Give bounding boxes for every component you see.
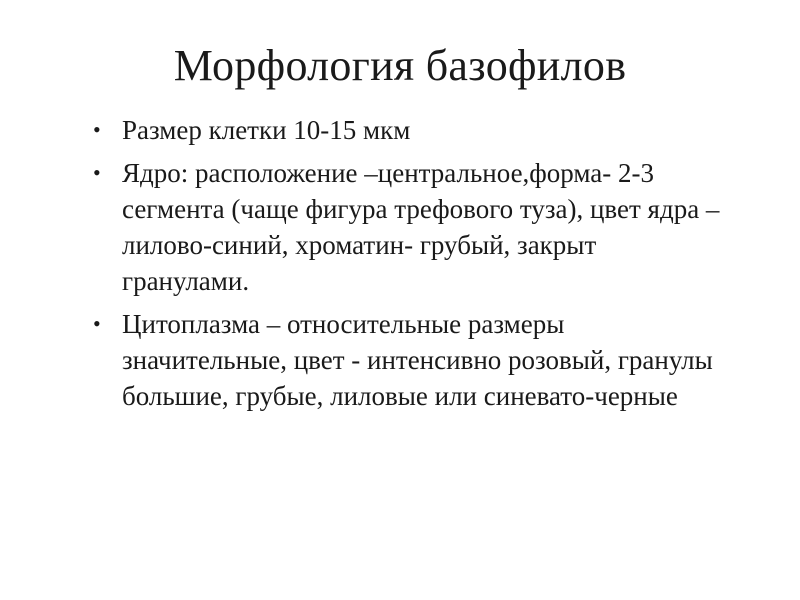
bullet-item-cell-size: [90, 112, 730, 148]
bullet-list: [90, 112, 730, 421]
bullet-text: Ядро: расположение –центральное,форма- 2-3 сегмента (чаще фигура трефового туза), цвет ядра –лилово-синий, хроматин- грубый, закрыт гранулами.: [122, 158, 720, 296]
bullet-dot-icon: •: [93, 311, 101, 336]
bullet-dot-icon: •: [93, 160, 101, 185]
bullet-item-cytoplasm: [90, 306, 730, 414]
bullet-text: Цитоплазма – относительные размеры значительные, цвет - интенсивно розовый, гранулы большие, грубые, лиловые или синевато-черные: [122, 309, 713, 411]
bullet-item-nucleus: [90, 155, 730, 299]
bullet-text: Размер клетки 10-15 мкм: [122, 115, 411, 145]
slide-title: Морфология базофилов: [173, 41, 627, 90]
bullet-dot-icon: •: [93, 117, 101, 142]
